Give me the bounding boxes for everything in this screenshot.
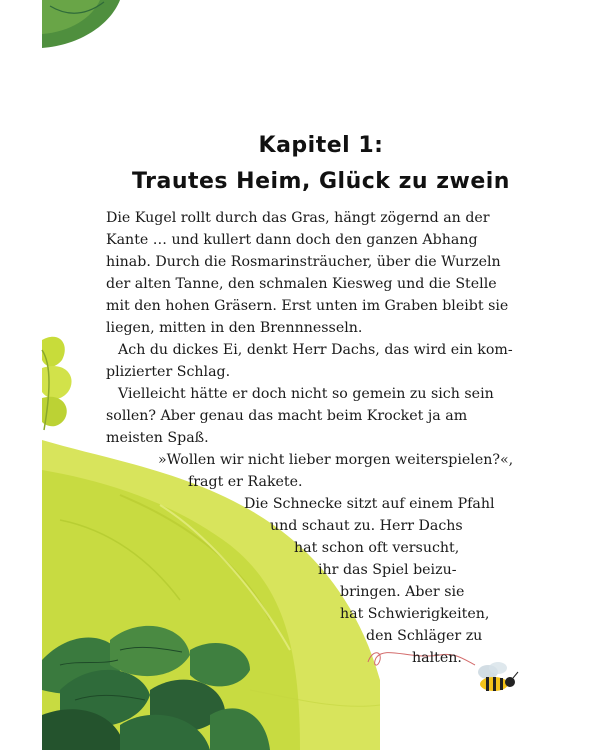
body-line: fragt er Rakete. xyxy=(188,474,303,490)
body-line: der alten Tanne, den schmalen Kiesweg und die Stelle xyxy=(106,276,497,292)
body-line: den Schläger zu xyxy=(366,628,483,644)
chapter-name: Trautes Heim, Glück zu zwein xyxy=(132,169,510,194)
body-line: Ach du dickes Ei, denkt Herr Dachs, das wird ein kom- xyxy=(118,342,513,358)
body-line: sollen? Aber genau das macht beim Krocket ja am xyxy=(106,408,468,424)
body-line: Die Kugel rollt durch das Gras, hängt zögernd an der xyxy=(106,210,490,226)
body-line: Die Schnecke sitzt auf einem Pfahl xyxy=(244,496,495,512)
body-line: liegen, mitten in den Brennnesseln. xyxy=(106,320,363,336)
left-plant-illustration xyxy=(42,337,72,430)
body-line: hinab. Durch die Rosmarinsträucher, über die Wurzeln xyxy=(106,254,501,270)
body-line: meisten Spaß. xyxy=(106,430,209,446)
body-line: mit den hohen Gräsern. Erst unten im Graben bleibt sie xyxy=(106,298,509,314)
chapter-number: Kapitel 1: xyxy=(258,133,384,158)
body-line: ihr das Spiel beizu- xyxy=(318,562,457,578)
body-line: hat schon oft versucht, xyxy=(294,540,460,556)
body-line: und schaut zu. Herr Dachs xyxy=(270,518,463,534)
body-line: plizierter Schlag. xyxy=(106,364,231,380)
body-line: hat Schwierigkeiten, xyxy=(340,606,490,622)
body-line: Kante … und kullert dann doch den ganzen Abhang xyxy=(106,232,478,248)
body-line: halten. xyxy=(412,650,462,666)
bee-icon xyxy=(478,662,518,691)
body-line: bringen. Aber sie xyxy=(340,584,465,600)
chapter-title xyxy=(42,128,600,200)
body-line: »Wollen wir nicht lieber morgen weiterspielen?«, xyxy=(158,452,514,468)
body-line: Vielleicht hätte er doch nicht so gemein zu sich sein xyxy=(118,386,494,402)
top-leaf-illustration xyxy=(42,0,120,48)
